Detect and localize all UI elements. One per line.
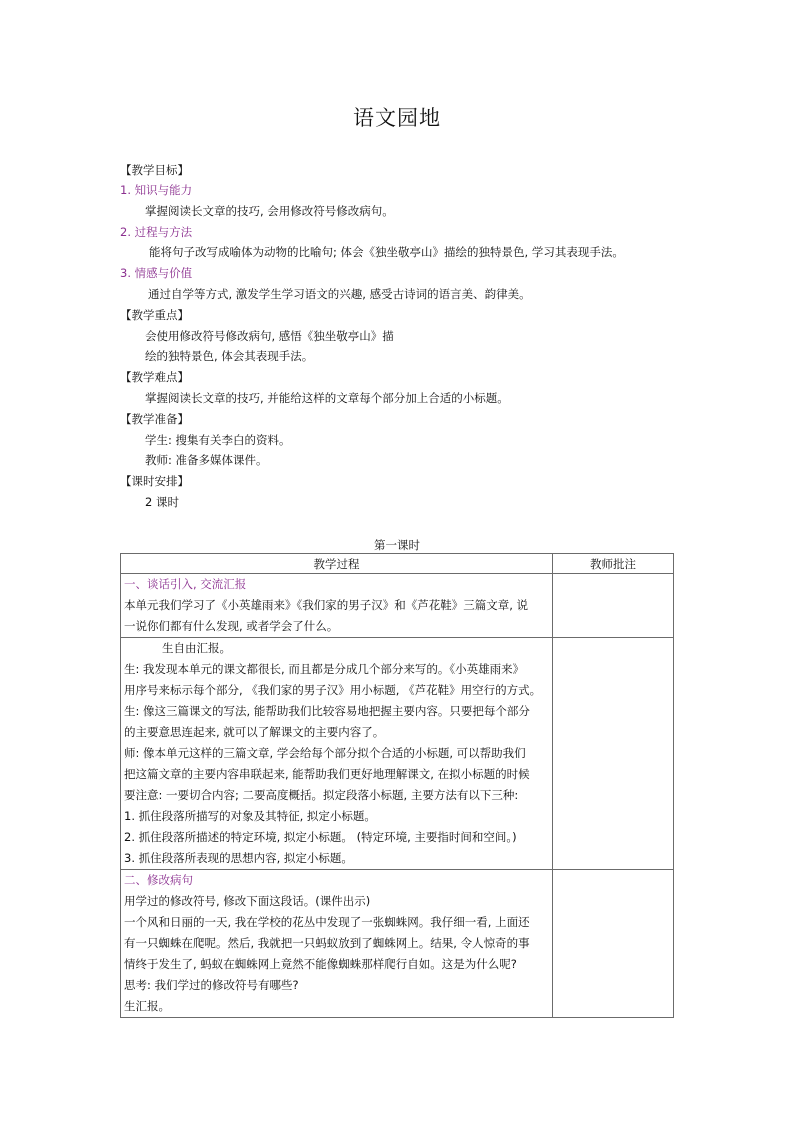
goal2-text: 能将句子改写成喻体为动物的比喻句; 体会《独坐敬亭山》描绘的独特景色, 学习其表现手法。 [149, 245, 624, 259]
difficulty-text: 掌握阅读长文章的技巧, 并能给这样的文章每个部分加上合适的小标题。 [145, 391, 509, 405]
cell-line: 本单元我们学习了《小英雄雨来》《我们家的男子汉》和《芦花鞋》三篇文章, 说 [124, 598, 529, 612]
table-row [121, 574, 674, 638]
cell-line: 生: 我发现本单元的课文都很长, 而且都是分成几个部分来写的。《小英雄雨来》 [124, 662, 525, 676]
notes-cell-3 [553, 870, 674, 1018]
goal3-heading: 3. 情感与价值 [120, 266, 193, 280]
key-text-line-1: 会使用修改符号修改病句, 感悟《独坐敬亭山》描 [145, 329, 394, 343]
prep-teacher: 教师: 准备多媒体课件。 [145, 453, 268, 467]
cell-line: 师: 像本单元这样的三篇文章, 学会给每个部分拟个合适的小标题, 可以帮助我们 [124, 746, 526, 760]
cell-line: 的主要意思连起来, 就可以了解课文的主要内容了。 [124, 725, 385, 739]
schedule-text: 2 课时 [145, 495, 179, 509]
difficulty-heading: 【教学难点】 [120, 370, 189, 384]
prep-heading: 【教学准备】 [120, 412, 189, 426]
prep-student: 学生: 搜集有关李白的资料。 [145, 433, 291, 447]
table-row [121, 638, 674, 870]
process-cell-3 [121, 870, 553, 1018]
cell-line: 一个风和日丽的一天, 我在学校的花丛中发现了一张蜘蛛网。我仔细一看, 上面还 [124, 915, 530, 929]
schedule-heading: 【课时安排】 [120, 474, 189, 488]
notes-cell-2 [553, 638, 674, 870]
goal1-heading: 1. 知识与能力 [120, 183, 193, 197]
cell-line: 一说你们都有什么发现, 或者学会了什么。 [124, 619, 339, 633]
table-row [121, 870, 674, 1018]
process-cell-2 [121, 638, 553, 870]
goal1-text: 掌握阅读长文章的技巧, 会用修改符号修改病句。 [145, 204, 394, 218]
goal3-text: 通过自学等方式, 激发学生学习语文的兴趣, 感受古诗词的语言美、韵律美。 [148, 287, 531, 301]
cell-line: 用序号来标示每个部分, 《我们家的男子汉》用小标题, 《芦花鞋》用空行的方式。 [124, 683, 542, 697]
lesson-table [120, 553, 674, 1018]
cell-line: 3. 抓住段落所表现的思想内容, 拟定小标题。 [124, 851, 353, 865]
cell-line: 生自由汇报。 [162, 641, 231, 655]
page-title: 语文园地 [353, 106, 441, 130]
header-process: 教学过程 [121, 554, 553, 574]
cell-line: 生汇报。 [124, 999, 170, 1013]
section-heading: 二、修改病句 [124, 873, 193, 887]
table-header-row [121, 554, 674, 574]
table-caption: 第一课时 [374, 538, 420, 552]
header-notes: 教师批注 [553, 554, 674, 574]
cell-line: 思考: 我们学过的修改符号有哪些? [124, 978, 299, 992]
cell-line: 情终于发生了, 蚂蚁在蜘蛛网上竟然不能像蜘蛛那样爬行自如。这是为什么呢? [124, 957, 517, 971]
notes-cell-1 [553, 574, 674, 638]
cell-line: 1. 抓住段落所描写的对象及其特征, 拟定小标题。 [124, 809, 376, 823]
key-heading: 【教学重点】 [120, 308, 189, 322]
goal2-heading: 2. 过程与方法 [120, 225, 193, 239]
process-cell-1 [121, 574, 553, 638]
cell-line: 要注意: 一要切合内容; 二要高度概括。拟定段落小标题, 主要方法有以下三种: [124, 788, 519, 802]
cell-line: 2. 抓住段落所描述的特定环境, 拟定小标题。 (特定环境, 主要指时间和空间。) [124, 830, 517, 844]
cell-line: 用学过的修改符号, 修改下面这段话。(课件出示) [124, 894, 371, 908]
section-heading: 一、谈话引入, 交流汇报 [124, 577, 247, 591]
cell-line: 把这篇文章的主要内容串联起来, 能帮助我们更好地理解课文, 在拟小标题的时候 [124, 767, 530, 781]
cell-line: 有一只蜘蛛在爬呢。然后, 我就把一只蚂蚁放到了蜘蛛网上。结果, 令人惊奇的事 [124, 936, 530, 950]
goal-heading: 【教学目标】 [120, 163, 189, 177]
cell-line: 生: 像这三篇课文的写法, 能帮助我们比较容易地把握主要内容。只要把每个部分 [124, 704, 530, 718]
key-text-line-2: 绘的独特景色, 体会其表现手法。 [145, 349, 314, 363]
